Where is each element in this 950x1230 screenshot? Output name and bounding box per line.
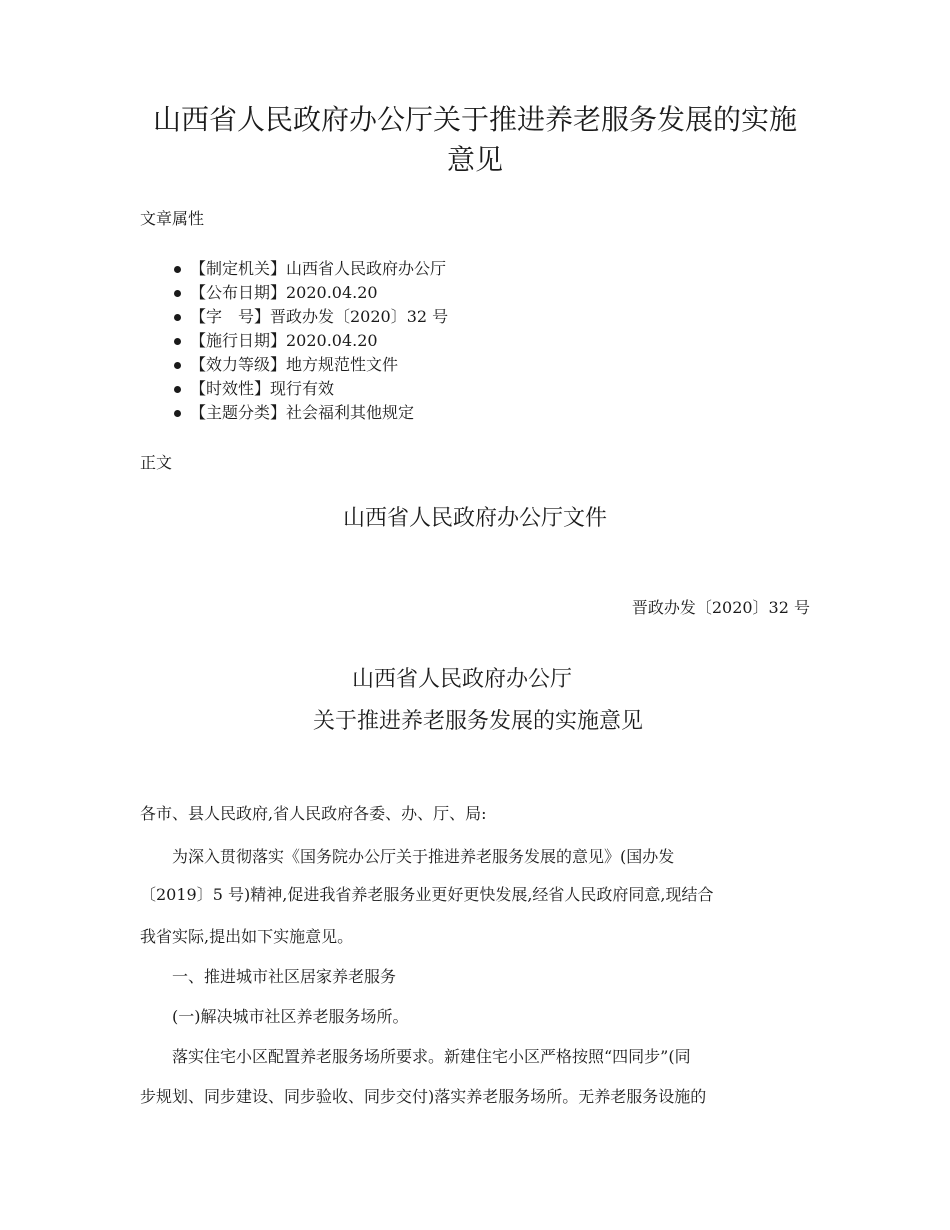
attribute-item-effective-date	[174, 329, 448, 353]
paragraph-1-line2: 〔2019〕5 号)精神,促进我省养老服务业更好更快发展,经省人民政府同意,现结合	[140, 885, 714, 904]
bullet-icon	[174, 410, 181, 417]
paragraph-1-line3: 我省实际,提出如下实施意见。	[140, 927, 354, 946]
subsection-heading-1: (一)解决城市社区养老服务场所。	[140, 1007, 409, 1026]
document-title	[100, 100, 850, 180]
bullet-icon	[174, 314, 181, 321]
section-heading-1: 一、推进城市社区居家养老服务	[140, 967, 397, 986]
attribute-item-publish-date	[174, 281, 448, 305]
document-title-line1: 山西省人民政府办公厅关于推进养老服务发展的实施	[152, 103, 797, 136]
attribute-text: 【时效性】现行有效	[190, 379, 335, 398]
body-heading: 正文	[140, 453, 173, 472]
bullet-icon	[174, 290, 181, 297]
addressee: 各市、县人民政府,省人民政府各委、办、厅、局:	[140, 804, 487, 823]
official-title-line2: 关于推进养老服务发展的实施意见	[313, 709, 644, 734]
bullet-icon	[174, 386, 181, 393]
paragraph-1-line1: 为深入贯彻落实《国务院办公厅关于推进养老服务发展的意见》(国办发	[140, 847, 675, 866]
attribute-text: 【制定机关】山西省人民政府办公厅	[190, 259, 447, 278]
document-number: 晋政办发〔2020〕32 号	[631, 598, 810, 617]
bullet-icon	[174, 266, 181, 273]
attributes-heading: 文章属性	[140, 209, 205, 228]
bullet-icon	[174, 338, 181, 345]
paragraph-2-line2: 步规划、同步建设、同步验收、同步交付)落实养老服务场所。无养老服务设施的	[140, 1087, 707, 1106]
document-title-line2: 意见	[446, 143, 503, 176]
attribute-text: 【效力等级】地方规范性文件	[190, 355, 399, 374]
paragraph-2-line1: 落实住宅小区配置养老服务场所要求。新建住宅小区严格按照“四同步”(同	[140, 1047, 691, 1066]
issuer-header: 山西省人民政府办公厅文件	[342, 506, 607, 531]
attribute-item-issuing-authority	[174, 257, 448, 281]
attribute-text: 【字 号】晋政办发〔2020〕32 号	[190, 307, 449, 326]
attribute-item-legal-level	[174, 353, 448, 377]
attribute-item-document-number	[174, 305, 448, 329]
attribute-text: 【公布日期】2020.04.20	[190, 283, 378, 302]
bullet-icon	[174, 362, 181, 369]
attribute-text: 【施行日期】2020.04.20	[190, 331, 378, 350]
attribute-text: 【主题分类】社会福利其他规定	[190, 403, 415, 422]
attributes-list	[174, 257, 448, 425]
official-title-line1: 山西省人民政府办公厅	[352, 667, 573, 692]
attribute-item-validity	[174, 377, 448, 401]
attribute-item-category	[174, 401, 448, 425]
